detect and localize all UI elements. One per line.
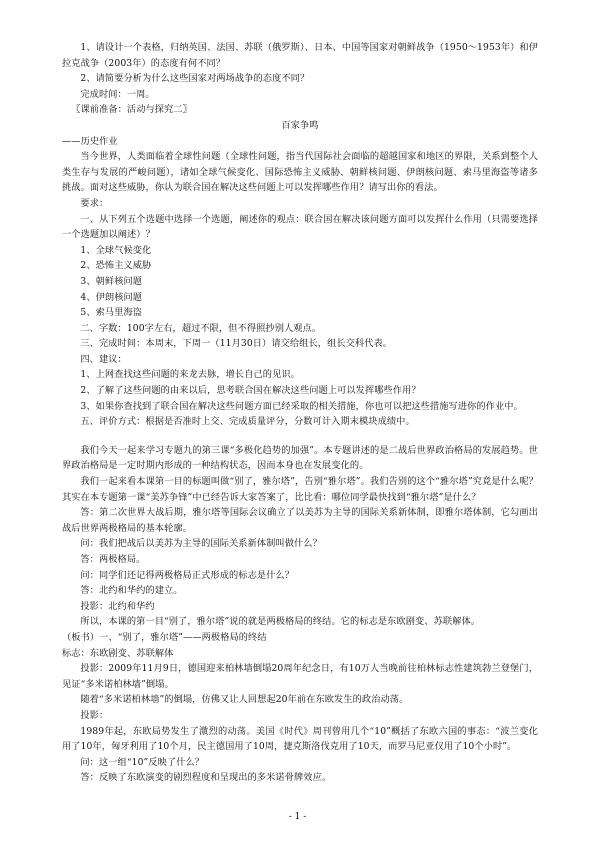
page-number: - 1 - xyxy=(288,812,307,822)
paragraph: 1、请设计一个表格，归纳英国、法国、苏联（俄罗斯）、日本、中国等国家对朝鲜战争（1950～1953年）和伊拉克战争（2003年）的态度有何不同？ xyxy=(62,42,538,69)
paragraph: 随着“多米诺柏林墙”的倒塌，仿佛又让人回想起20年前在东欧发生的政治动荡。 xyxy=(80,694,409,706)
paragraph: 一、从下列五个选题中选择一个选题，阐述你的观点：联合国在解决该问题方面可以发挥什么作用（只需要选择一个选题加以阐述）？ xyxy=(62,213,538,241)
page-title: 百家争鸣 xyxy=(281,119,319,131)
list-item: 5、索马里海盗 xyxy=(80,307,143,319)
dialogue-line: 答：北约和华约的建立。 xyxy=(80,585,183,597)
paragraph: 所以，本课的第一目“别了，雅尔塔”说的就是两极格局的终结。它的标志是东欧剧变、苏联解体。 xyxy=(80,616,481,628)
list-item: 4、伊朗核问题 xyxy=(80,291,143,303)
paragraph: 投影： xyxy=(80,709,109,721)
paragraph: 我们今天一起来学习专题九的第三课“多极化趋势的加强”。本专题讲述的是二战后世界政治格局的发展趋势。世界政治格局是一定时期内形成的一种结构状态，因而本身也在发展变化的。 xyxy=(62,444,538,472)
list-item: 1、全球气候变化 xyxy=(80,244,152,256)
list-item: 3、朝鲜核问题 xyxy=(80,275,143,287)
paragraph: 投影：2009年11月9日，德国迎来柏林墙倒塌20周年纪念日，有10万人当晚前往柏林标志性建筑勃兰登堡门，见证“多米诺柏林墙”倒塌。 xyxy=(62,663,538,690)
section-heading: 〖课前准备：活动与探究二〗 xyxy=(71,104,192,116)
page-subtitle: ——历史作业 xyxy=(62,135,118,147)
paragraph: 当今世界，人类面临着全球性问题（全球性问题，指当代国际社会面临的超越国家和地区的界限，关系到整个人类生存与发展的严峻问题），诸如全球气候变化、国际恐怖主义威胁、朝鲜核问题、伊朗核问题、索马里海盗等诸多挑战。面对这些威胁，你认为联合国在解决这些问题上可以发挥哪些作用？请写出你的看法。 xyxy=(62,151,538,194)
paragraph: 四、建议： xyxy=(80,353,127,365)
paragraph: 1989年起，东欧局势发生了激烈的动荡。美国《时代》周刊曾用几个“10”概括了东欧六国的事态：“波兰变化用了10年，匈牙利用了10个月，民主德国用了10周，捷克斯洛伐克用了10天，而罗马尼亚仅用了10个小时”。 xyxy=(62,725,538,753)
board-note: 标志：东欧剧变、苏联解体 xyxy=(62,647,174,659)
paragraph: 要求： xyxy=(80,197,109,209)
list-item: 2、恐怖主义威胁 xyxy=(80,260,152,272)
board-note: （板书）一、“别了，雅尔塔”——两极格局的终结 xyxy=(62,631,267,643)
dialogue-line: 投影：北约和华约 xyxy=(80,600,155,612)
dialogue-line: 问：这一组“10”反映了什么？ xyxy=(80,756,205,768)
dialogue-line: 答：两极格局。 xyxy=(80,554,146,565)
paragraph: 五、评价方式：根据是否准时上交、完成质量评分，分数可计入期末模块成绩中。 xyxy=(80,416,415,428)
paragraph: 我们一起来看本课第一目的标题叫做“别了，雅尔塔”，告别“雅尔塔”。我们告别的这个“雅尔塔”究竟是什么呢？其实在本专题第一课“美苏争锋”中已经告诉大家答案了，比比看：哪位同学最快找到“雅尔塔”是什么？ xyxy=(62,476,538,503)
document-body xyxy=(62,40,538,786)
dialogue-line: 答：反映了东欧演变的剧烈程度和呈现出的多米诺骨牌效应。 xyxy=(80,772,332,784)
dialogue-line: 问：我们把战后以美苏为主导的国际关系新体制叫做什么？ xyxy=(80,538,322,550)
paragraph: 三、完成时间：本周末，下周一（11月30日）请交给组长，组长交科代表。 xyxy=(80,338,393,350)
paragraph: 完成时间：一周。 xyxy=(80,88,155,100)
list-item: 1、上网查找这些问题的来龙去脉，增长自己的见识。 xyxy=(80,369,300,381)
paragraph: 二、字数：100字左右，超过不限，但不得照抄别人观点。 xyxy=(80,322,322,334)
paragraph: 2、请简要分析为什么这些国家对两场战争的态度不同？ xyxy=(80,73,310,85)
list-item: 3、如果你查找到了联合国在解决这些问题方面已经采取的相关措施，你也可以把这些措施写进你的作业中。 xyxy=(80,400,523,412)
paragraph: 答：第二次世界大战后期，雅尔塔等国际会议确立了以美苏为主导的国际关系新体制，即雅尔塔体制，它勾画出战后世界两极格局的基本轮廓。 xyxy=(62,507,538,534)
dialogue-line: 问：同学们还记得两极格局正式形成的标志是什么？ xyxy=(80,569,295,581)
list-item: 2、了解了这些问题的由来以后，思考联合国在解决这些问题上可以发挥哪些作用？ xyxy=(80,385,421,397)
